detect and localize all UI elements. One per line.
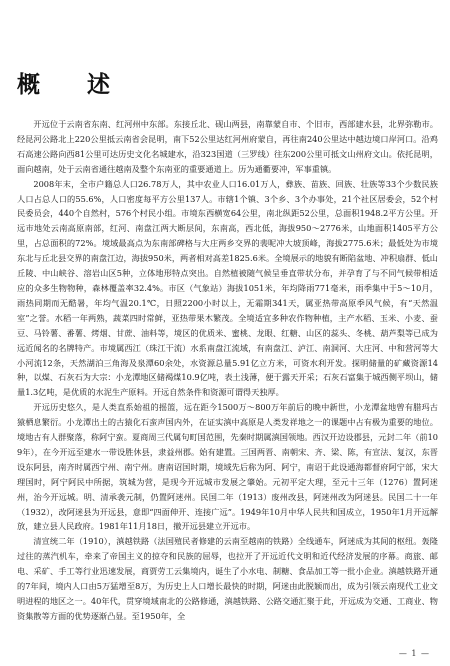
paragraph-location: 开远位于云南省东南、红河州中东部。东接丘北、砚山两县，南靠蒙自市、个旧市，西部建水县，北界弥勒市。经昆河公路北上220公里抵云南省会昆明，南下52公里达红河州府蒙自，再往南240公里达中越边境口岸河口。沿鸡石高速公路向西81公里可达历史文化名城建水，沿323国道（三罗线）往东200公里可抵文山州府文山。依托昆明，面向越南，处于云南省通往越南及整个东南亚的重要通道上。历为通衢要冲，军事重镇。	[17, 119, 438, 174]
paragraph-geography: 2008年末，全市户籍总人口26.78万人，其中农业人口16.01万人，彝族、苗族、回族、壮族等33个少数民族人口占总人口的55.6%，人口密度每平方公里137人。市辖1个镇、3个乡、3个办事处，21个社区居委会，52个村民委员会，440个自然村，576个村民小组。市境东西横宽64公里，南北纵距52公里，总面积1948.2平方公里。开远市地处云南高原南部，红河、南盘江两大断层间，东南高，西北低，海拔950～2776米，山地面积1405平方公里，占总面积的72%。境域最高点为东南部碑格与大庄两乡交界的裴呢冲大坡顶峰，海拔2775.6米；最低处为市境东北与丘北县交界的南盘江边，海拔950米，两者相对高差1825.6米。全境展示的地貌有断陷盆地、冲积扇群、低山丘陵、中山峡谷、溶岩山区5种，立体地形特点突出。自然植被随气候呈垂直带状分布，并孕育了与不同气候带相适应的众多生物物种，森林覆盖率32.4%。市区（气象站）海拔1051米，年均降雨771毫米，雨季集中于5～10月，雨热同期而无酷暑，年均气温20.1℃，日照2200小时以上，无霜期341天，属亚热带高原季风气候，有“天然温室”之誉。水稻一年两熟，蔬菜四时常鲜，亚热带果木繁茂。全境适宜多种农作物种植，主产水稻、玉米、小麦、蚕豆、马铃薯、番薯、烤烟、甘蔗、油料等，境区的优质米、蜜桃、龙眼、红糖、山区的蕊头、冬桃、葫芦梨等已成为远近闻名的名牌特产。市境属西江（珠江干流）水系南盘江流域，有南盘江、泸江、南洞河、大庄河、中和营河等大小河流12条，天然湖泊三角海及泉潭60余处，水资源总量5.91亿立方米，可资水利开发。探明储量的矿藏资源14种，以煤、石灰石为大宗：小龙潭地区储褐煤10.9亿吨，表土浅薄，便于露天开采；石灰石富集于城西侧平坝山，储量1.3亿吨，是优质的水泥生产原料。开远自然条件和资源可谓得天独厚。	[17, 178, 438, 398]
paragraph-modern: 清宣统二年（1910），滇越铁路（法国殖民者修建的云南至越南的铁路）全线通车，阿迷成为其间的枢纽。轰隆过往的蒸汽机车，牵来了帝国主义的掠夺和民族的屈辱，也拉开了开远近代文明和近代经济发展的序幕。商旅、邮电、采矿、手工等行业迅速发展，商贾劳工云集境内，诞生了小水电、制糖、食品加工等一批小企业。滇越铁路开通的7年间，境内人口由5万猛增至8万，为历史上人口增长最快的时期，阿迷由此脱颖而出，成为引领云南现代工业文明进程的地区之一。40年代，贯穿境域南北的公路修通，滇越铁路、公路交通汇聚于此，开远成为交通、工商业、物资集散等方面的优势逐渐凸显。至1950年，全	[17, 536, 438, 621]
paragraph-history: 开远历史悠久，是人类直系始祖的摇篮，远在距今1500万～800万年前后的晚中新世，小龙潭盆地曾有腊玛古猿栖息繁衍。小龙潭出土的古猿化石蛮声国内外，在证实滇中高原是人类发祥地之一的课题中占有极为重要的地位。境地古有人群聚落，称阿宁蛮。夏商周三代属句町国范围，先秦时期属滇国领地。西汉开边设郡县，元封二年（前109年），在今开远至建水一带设胜休县，隶益州郡。始有建置。三国两晋、南朝宋、齐、梁、陈，有宣法、复汉，东晋设东阿县，南齐时属西宁州、南宁州。唐南诏国时期，境域先后称为阿、阿宁，南诏于此设通海都督府阿宁部，宋大理国时，阿宁阿民中所据，筑城为营，是现今开远城市发展之肇始。元初平定大理，至元十三年（1276）置阿迷州，治今开远城。明、清承袭元制，仍置阿迷州。民国二年（1913）废州改县，阿迷州改为阿迷县。民国二十一年（1932），改阿迷县为开远县，意即“四面伸开、连接广远”。1949年10月中华人民共和国成立，1950年1月开远解放，建立县人民政府。1981年11月18日，撤开远县建立开远市。	[17, 402, 438, 532]
body-text	[17, 117, 438, 624]
chapter-title: 概 述	[17, 72, 122, 98]
page-number: — 1 —	[398, 649, 430, 658]
